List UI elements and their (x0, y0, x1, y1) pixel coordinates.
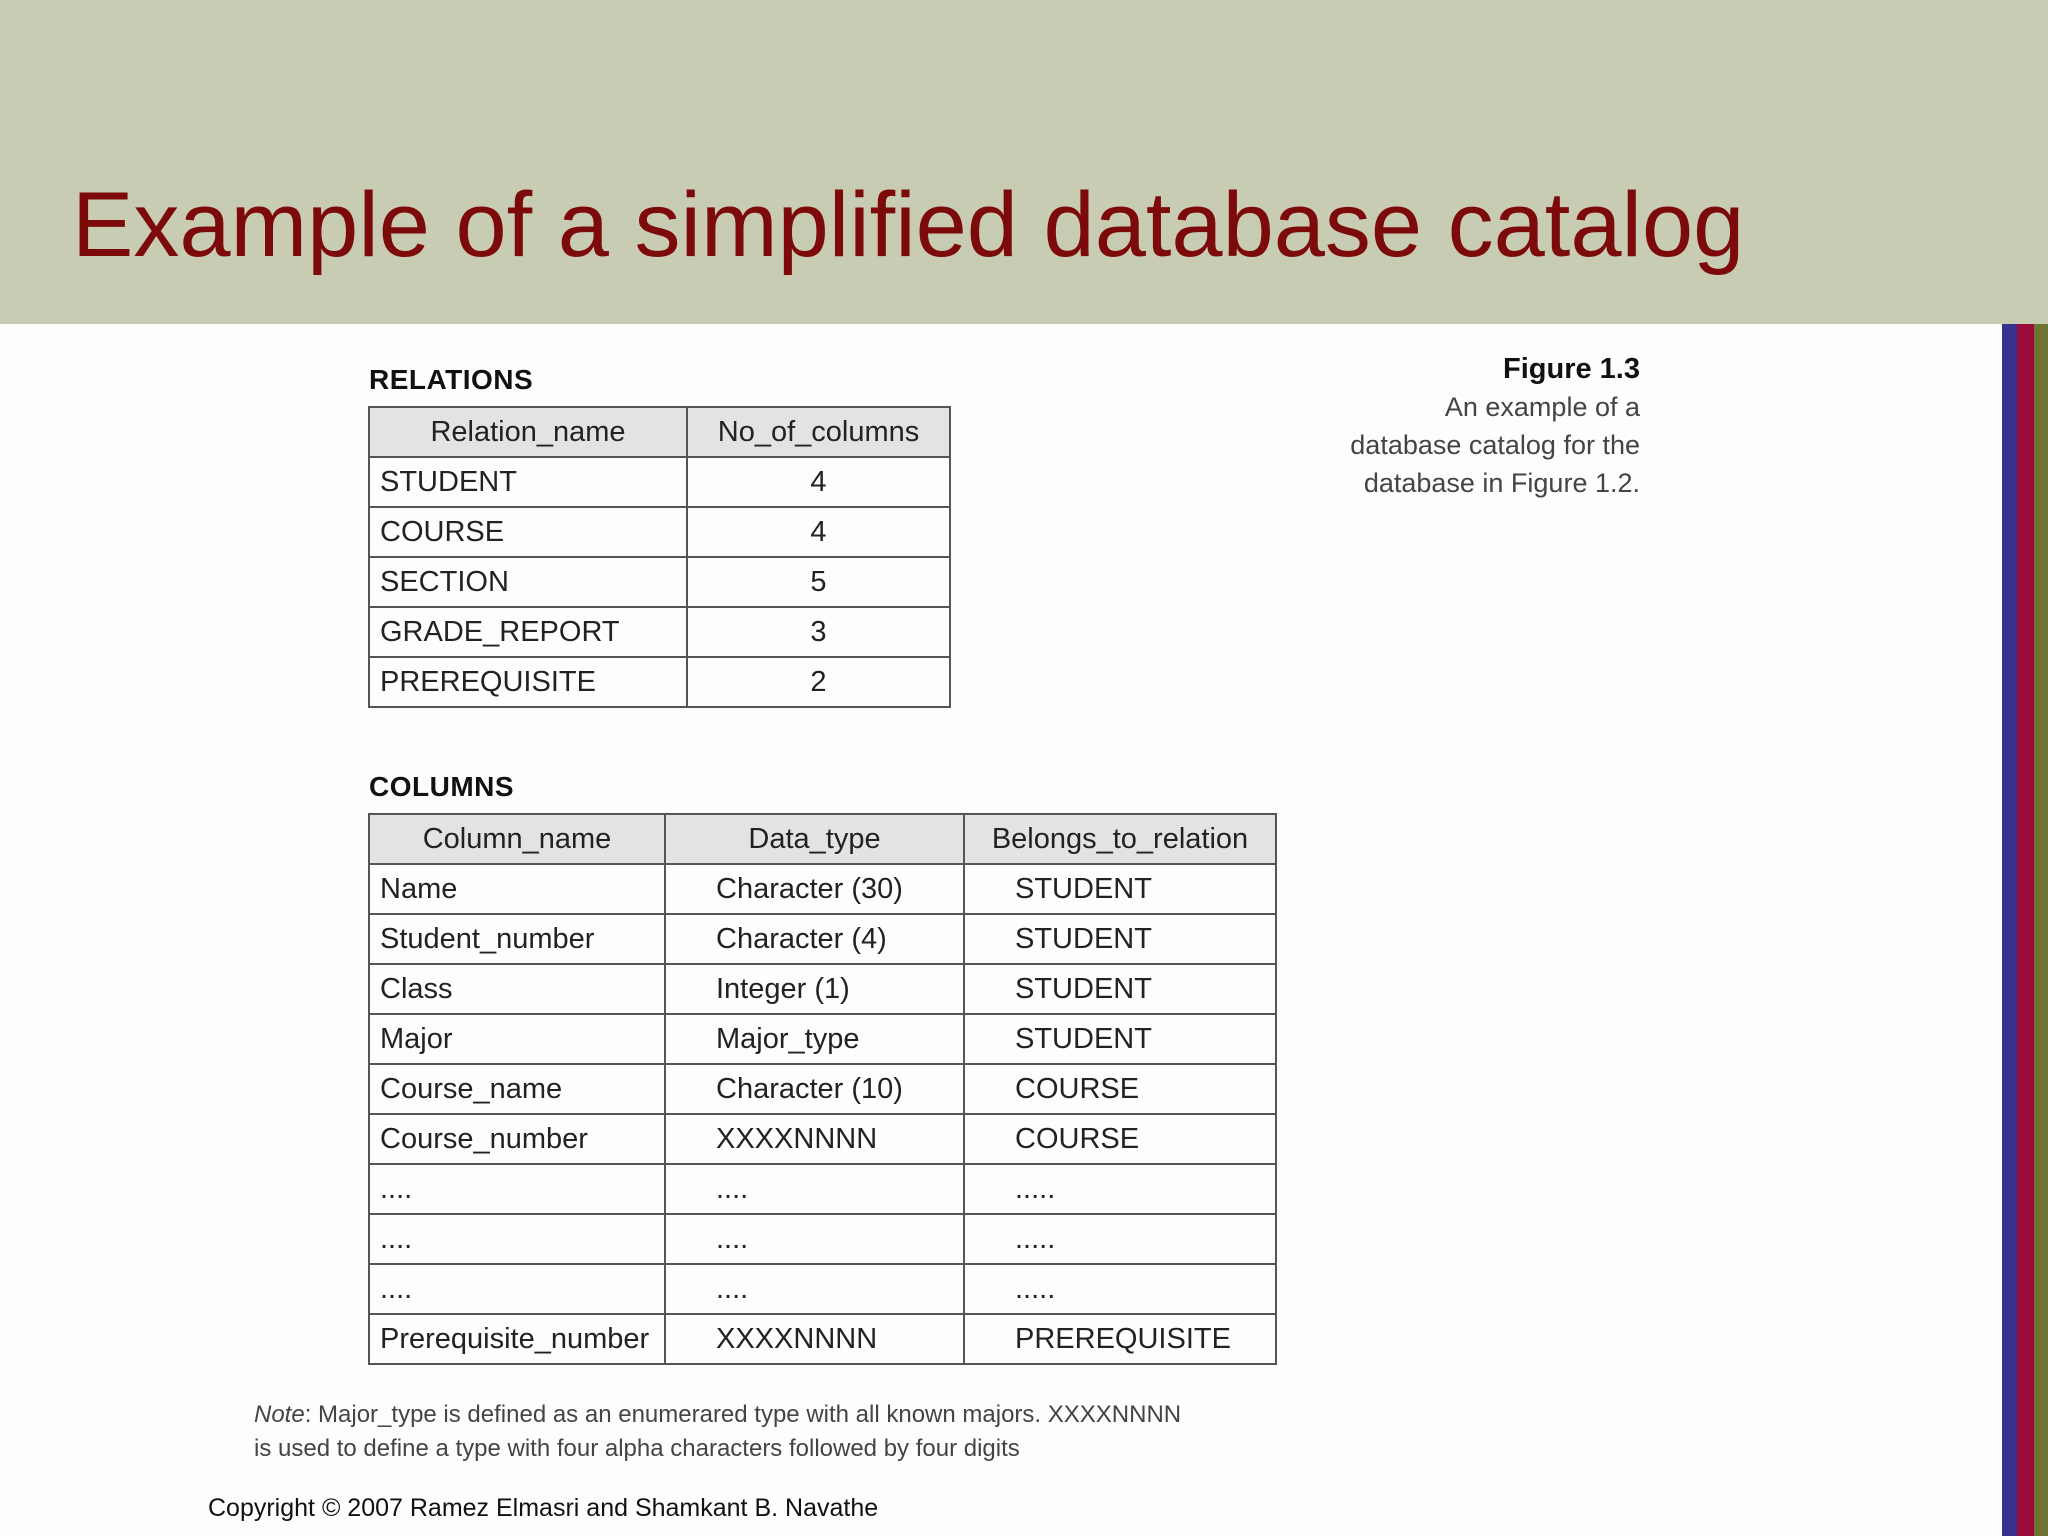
relation-cell: ..... (964, 1264, 1276, 1314)
data-type-cell: Major_type (665, 1014, 964, 1064)
relations-header-relation-name: Relation_name (369, 407, 687, 457)
data-type-cell: XXXXNNNN (665, 1314, 964, 1364)
relation-cell: PREREQUISITE (964, 1314, 1276, 1364)
footnote (254, 1398, 1294, 1466)
table-row (369, 1264, 1276, 1314)
table-row (369, 657, 950, 707)
table-row (369, 1114, 1276, 1164)
data-type-cell: .... (665, 1214, 964, 1264)
table-row (369, 1214, 1276, 1264)
table-row (369, 507, 950, 557)
relations-header-row (369, 407, 950, 457)
accent-stripe-red (2017, 324, 2034, 1536)
column-name-cell: Course_name (369, 1064, 665, 1114)
table-row (369, 914, 1276, 964)
column-count-cell: 4 (687, 457, 950, 507)
relation-cell: COURSE (964, 1064, 1276, 1114)
figure-number: Figure 1.3 (1503, 353, 1640, 385)
relation-cell: STUDENT (964, 964, 1276, 1014)
figure-caption-line: An example of a (1444, 392, 1640, 422)
columns-label: COLUMNS (369, 771, 515, 802)
table-row (369, 607, 950, 657)
relation-cell: STUDENT (964, 1014, 1276, 1064)
relation-cell: COURSE (964, 1114, 1276, 1164)
table-row (369, 964, 1276, 1014)
columns-header-data-type: Data_type (665, 814, 964, 864)
copyright-notice: Copyright © 2007 Ramez Elmasri and Shamkant B. Navathe (208, 1494, 879, 1522)
data-type-cell: Character (10) (665, 1064, 964, 1114)
note-prefix: Note (254, 1401, 305, 1428)
relation-name-cell: STUDENT (369, 457, 687, 507)
table-row (369, 864, 1276, 914)
accent-stripe-blue (2002, 324, 2017, 1536)
note-text-line1: : Major_type is defined as an enumerared type with all known majors. XXXXNNNN (304, 1401, 1182, 1428)
column-count-cell: 5 (687, 557, 950, 607)
data-type-cell: Character (4) (665, 914, 964, 964)
relation-cell: STUDENT (964, 914, 1276, 964)
columns-table (368, 813, 1277, 1365)
column-name-cell: .... (369, 1214, 665, 1264)
relations-label: RELATIONS (369, 364, 534, 395)
table-row (369, 1164, 1276, 1214)
table-row (369, 457, 950, 507)
relation-cell: STUDENT (964, 864, 1276, 914)
column-name-cell: Prerequisite_number (369, 1314, 665, 1364)
table-row (369, 1014, 1276, 1064)
columns-header-row (369, 814, 1276, 864)
note-text-line2: is used to define a type with four alpha characters followed by four digits (254, 1435, 1020, 1462)
data-type-cell: .... (665, 1264, 964, 1314)
relations-header-no-of-columns: No_of_columns (687, 407, 950, 457)
table-row (369, 1064, 1276, 1114)
relation-cell: ..... (964, 1164, 1276, 1214)
figure-caption (1350, 350, 1640, 502)
columns-header-column-name: Column_name (369, 814, 665, 864)
column-name-cell: Class (369, 964, 665, 1014)
column-name-cell: Course_number (369, 1114, 665, 1164)
slide-title: Example of a simplified database catalog (72, 174, 1745, 276)
column-name-cell: .... (369, 1164, 665, 1214)
relations-table (368, 406, 951, 708)
relation-cell: ..... (964, 1214, 1276, 1264)
table-row (369, 1314, 1276, 1364)
accent-stripe-olive (2034, 324, 2048, 1536)
column-count-cell: 2 (687, 657, 950, 707)
relation-name-cell: SECTION (369, 557, 687, 607)
relation-name-cell: GRADE_REPORT (369, 607, 687, 657)
figure-caption-line: database in Figure 1.2. (1363, 468, 1640, 498)
relation-name-cell: COURSE (369, 507, 687, 557)
column-name-cell: Major (369, 1014, 665, 1064)
column-name-cell: Name (369, 864, 665, 914)
data-type-cell: Integer (1) (665, 964, 964, 1014)
table-row (369, 557, 950, 607)
relation-name-cell: PREREQUISITE (369, 657, 687, 707)
column-name-cell: .... (369, 1264, 665, 1314)
columns-header-belongs-to-relation: Belongs_to_relation (964, 814, 1276, 864)
data-type-cell: .... (665, 1164, 964, 1214)
data-type-cell: Character (30) (665, 864, 964, 914)
column-count-cell: 3 (687, 607, 950, 657)
figure-caption-line: database catalog for the (1350, 430, 1640, 460)
column-name-cell: Student_number (369, 914, 665, 964)
column-count-cell: 4 (687, 507, 950, 557)
data-type-cell: XXXXNNNN (665, 1114, 964, 1164)
